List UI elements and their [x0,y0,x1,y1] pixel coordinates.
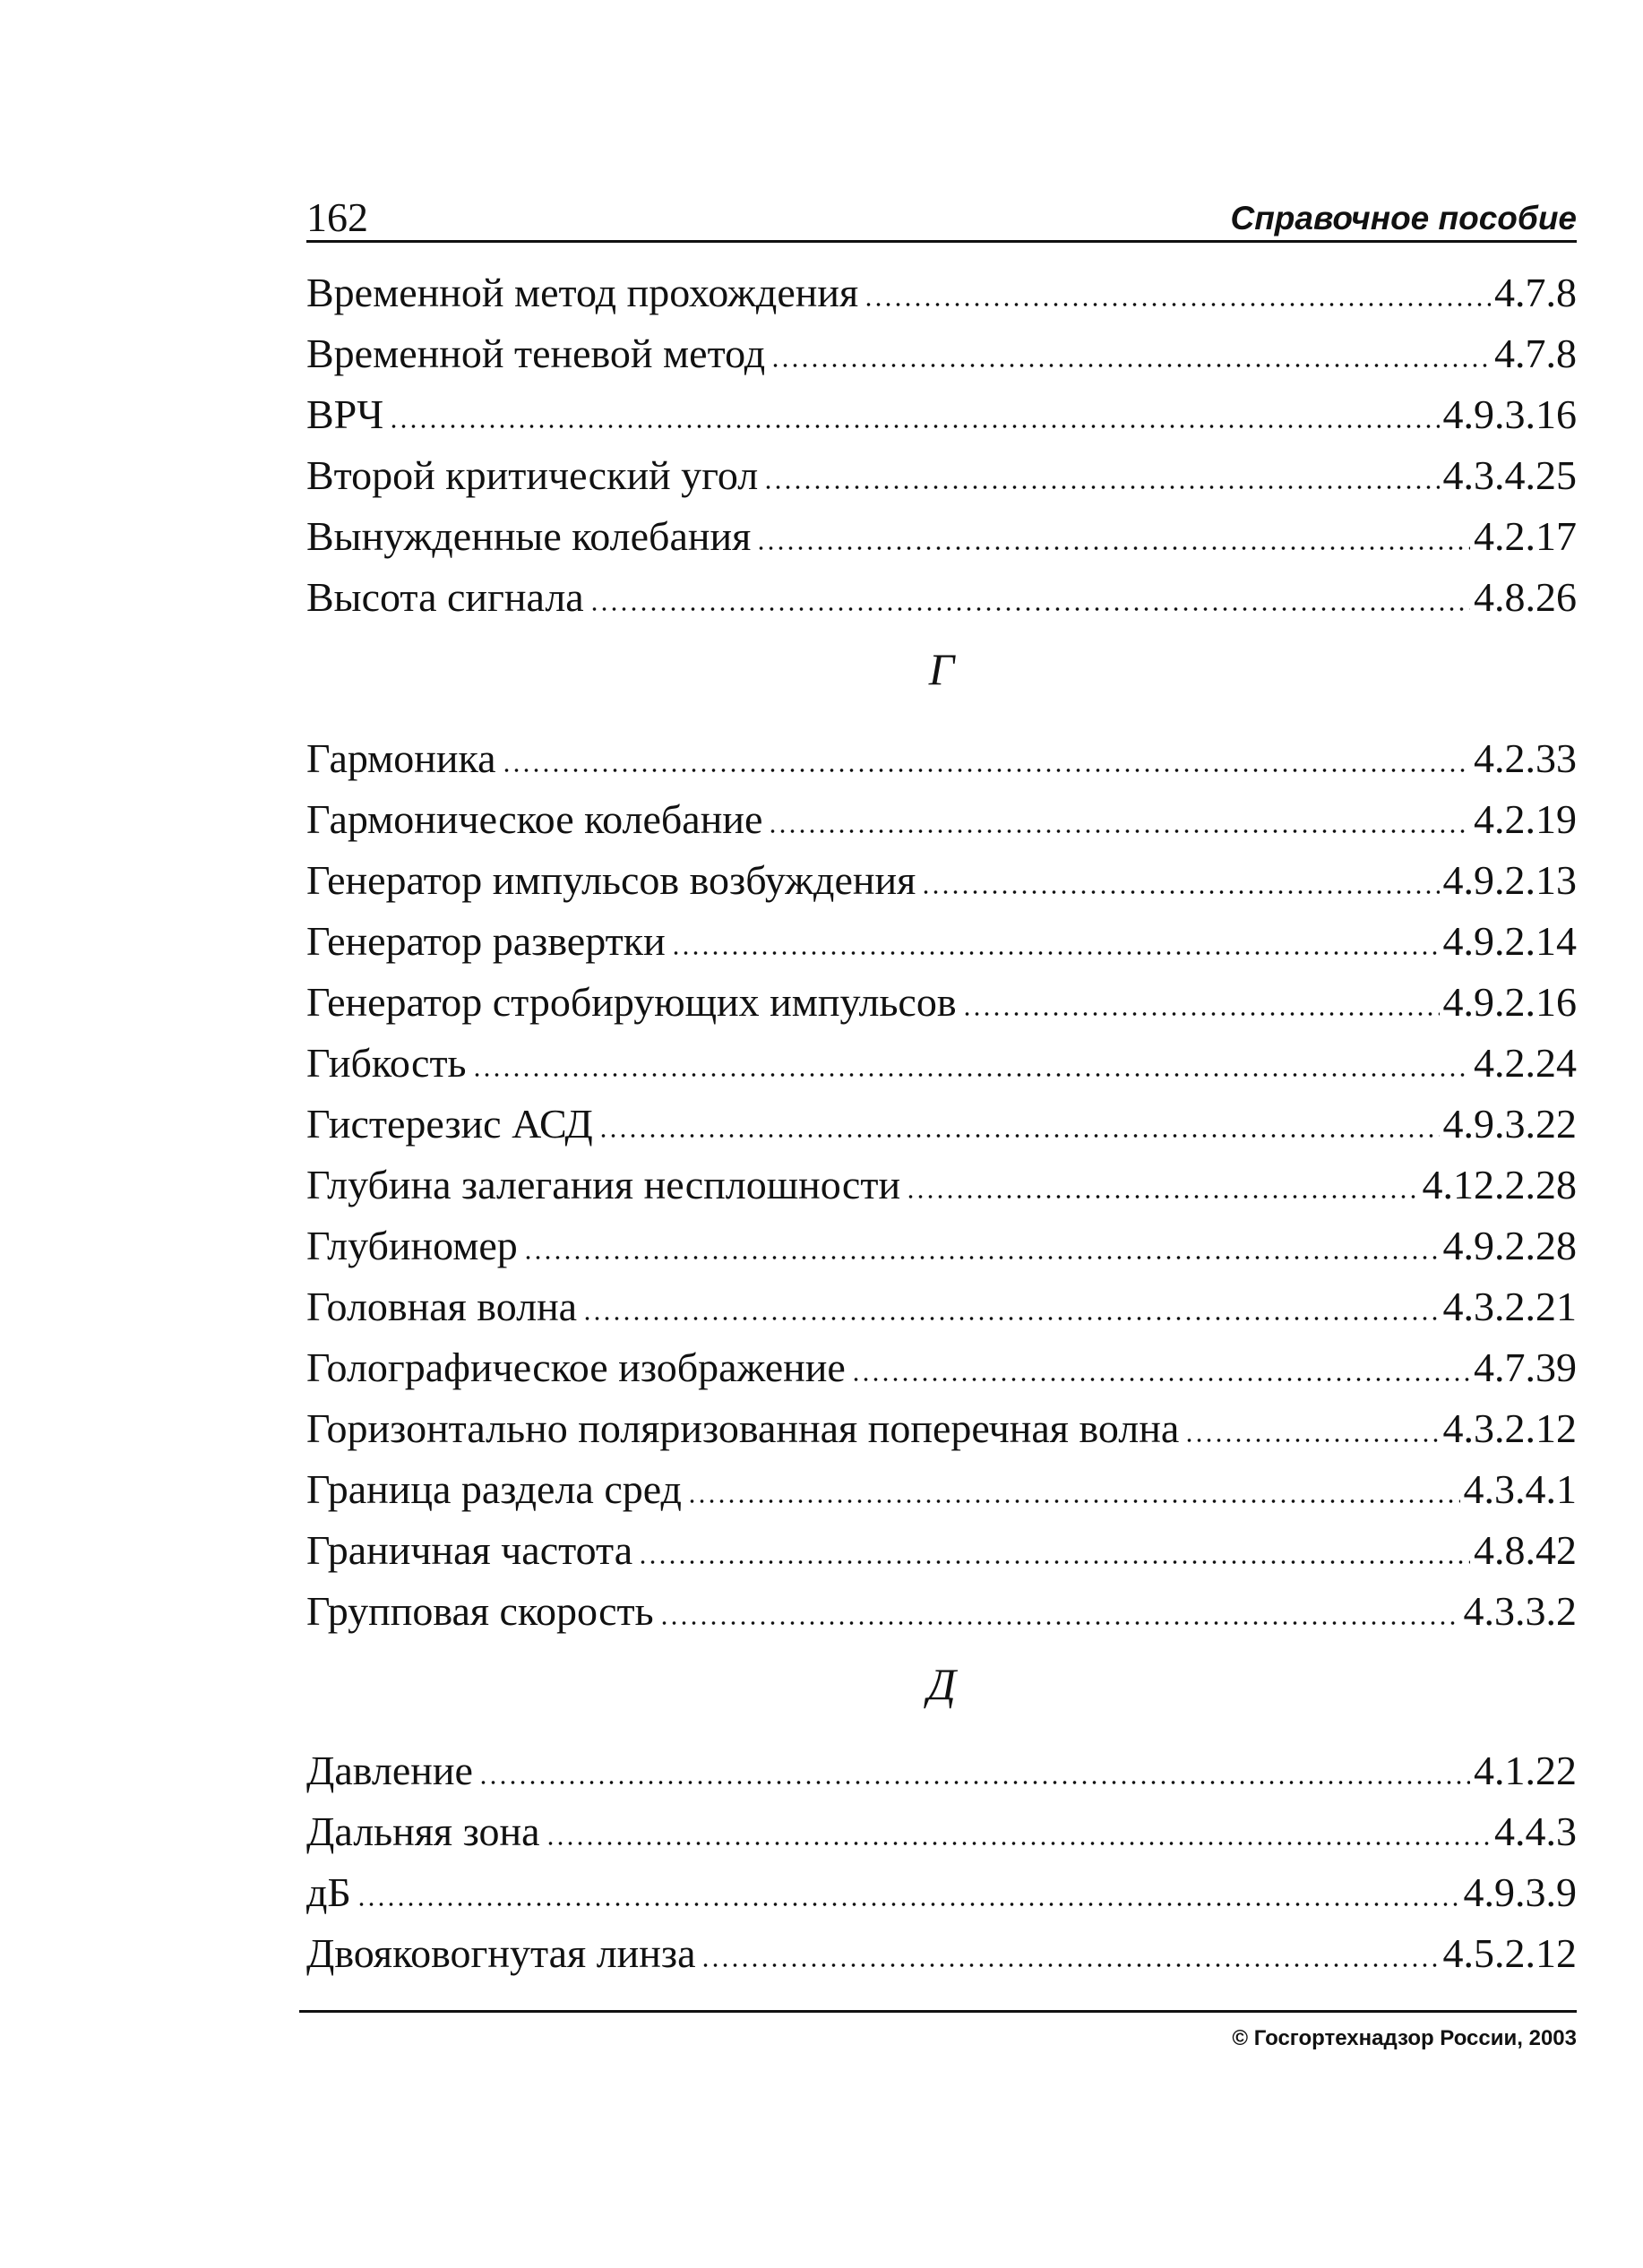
dot-leader [638,1559,1470,1565]
index-term: Дальняя зона [306,1808,540,1854]
index-reference: 4.3.4.1 [1463,1466,1577,1512]
index-term: ВРЧ [306,391,384,437]
dot-leader [598,1133,1440,1138]
index-term: Вынужденные колебания [306,513,752,559]
dot-leader [659,1620,1460,1626]
index-entry [306,1571,1577,1632]
index-term: Головная волна [306,1284,578,1329]
index-reference: 4.9.2.28 [1442,1223,1577,1268]
dot-leader [687,1499,1460,1504]
index-entry [306,1145,1577,1206]
index-reference: 4.1.22 [1474,1748,1577,1793]
index-term: Групповая скорость [306,1588,654,1634]
index-entry [306,1913,1577,1974]
index-term: Временной теневой метод [306,331,766,376]
index-reference: 4.5.2.12 [1442,1930,1577,1976]
index-entry [306,314,1577,374]
index-entry [306,496,1577,557]
dot-leader [671,950,1440,956]
index-reference: 4.3.2.12 [1442,1405,1577,1451]
index-entry [306,840,1577,901]
index-reference: 4.3.2.21 [1442,1284,1577,1329]
index-reference: 4.7.8 [1494,270,1577,315]
index-term: Граница раздела сред [306,1466,682,1512]
index-term: Горизонтально поляризованная поперечная волна [306,1405,1180,1451]
dot-leader [357,1902,1460,1907]
dot-leader [851,1377,1470,1382]
index-term: Двояковогнутая линза [306,1930,696,1976]
dot-leader [582,1316,1439,1321]
index-entry [306,962,1577,1023]
dot-leader [770,363,1491,368]
index-reference: 4.2.24 [1474,1040,1577,1086]
index-entry [306,1449,1577,1510]
page-header [306,193,1577,243]
index-term: Глубиномер [306,1223,518,1268]
index-entry [306,718,1577,779]
index-reference: 4.3.3.2 [1463,1588,1577,1634]
index-entry [306,435,1577,496]
section-letter-heading: Г [928,644,955,694]
index-term: Высота сигнала [306,574,584,620]
dot-leader [523,1255,1440,1260]
index-entry [306,557,1577,618]
index-reference: 4.8.42 [1474,1527,1577,1573]
index-entry [306,1731,1577,1791]
index-term: Глубина залегания несплошности [306,1162,901,1207]
index-entry [306,1023,1577,1084]
dot-leader [768,829,1470,834]
index-reference: 4.2.33 [1474,735,1577,781]
index-term: Второй критический угол [306,452,759,498]
page-number: 162 [306,194,368,240]
index-term: дБ [306,1869,351,1915]
index-reference: 4.9.2.16 [1442,979,1577,1025]
dot-leader [763,485,1439,490]
index-term: Генератор развертки [306,918,666,964]
dot-leader [502,768,1470,773]
index-reference: 4.9.3.16 [1442,391,1577,437]
dot-leader [478,1780,1470,1785]
index-reference: 4.8.26 [1474,574,1577,620]
index-entry [306,901,1577,962]
index-term: Временной метод прохождения [306,270,859,315]
index-reference: 4.2.17 [1474,513,1577,559]
index-reference: 4.9.2.13 [1442,857,1577,903]
index-reference: 4.9.3.9 [1463,1869,1577,1915]
section-letter-heading: Д [927,1659,956,1709]
index-entry [306,1510,1577,1571]
index-reference: 4.7.8 [1494,331,1577,376]
index-reference: 4.9.2.14 [1442,918,1577,964]
dot-leader [906,1194,1418,1199]
dot-leader [962,1011,1440,1017]
dot-leader [389,424,1439,429]
footer-divider [299,2010,1577,2013]
index-term: Генератор стробирующих импульсов [306,979,957,1025]
index-reference: 4.4.3 [1494,1808,1577,1854]
dot-leader [1184,1438,1439,1443]
index-term: Голографическое изображение [306,1344,846,1390]
index-entry [306,1791,1577,1852]
index-reference: 4.9.3.22 [1442,1101,1577,1147]
index-term: Давление [306,1748,473,1793]
index-entry [306,253,1577,314]
index-term: Гистерезис АСД [306,1101,593,1147]
dot-leader [472,1072,1470,1078]
index-reference: 4.12.2.28 [1422,1162,1577,1207]
index-term: Гармоника [306,735,496,781]
index-entry [306,1327,1577,1388]
index-entry [306,1267,1577,1327]
index-entry [306,1084,1577,1145]
index-entry [306,779,1577,840]
dot-leader [864,302,1491,307]
index-term: Гибкость [306,1040,467,1086]
index-entry [306,1206,1577,1267]
index-entry [306,1388,1577,1449]
index-entry [306,1852,1577,1913]
index-term: Граничная частота [306,1527,633,1573]
copyright-notice: © Госгортехнадзор России, 2003 [1232,2026,1577,2050]
index-term: Генератор импульсов возбуждения [306,857,916,903]
running-title: Справочное пособие [1230,200,1577,236]
dot-leader [701,1963,1439,1968]
dot-leader [756,546,1470,551]
index-entry [306,374,1577,435]
index-term: Гармоническое колебание [306,796,763,842]
index-page [306,0,1577,2268]
dot-leader [589,606,1470,612]
index-reference: 4.2.19 [1474,796,1577,842]
dot-leader [921,889,1439,895]
index-reference: 4.7.39 [1474,1344,1577,1390]
index-reference: 4.3.4.25 [1442,452,1577,498]
dot-leader [546,1841,1491,1846]
